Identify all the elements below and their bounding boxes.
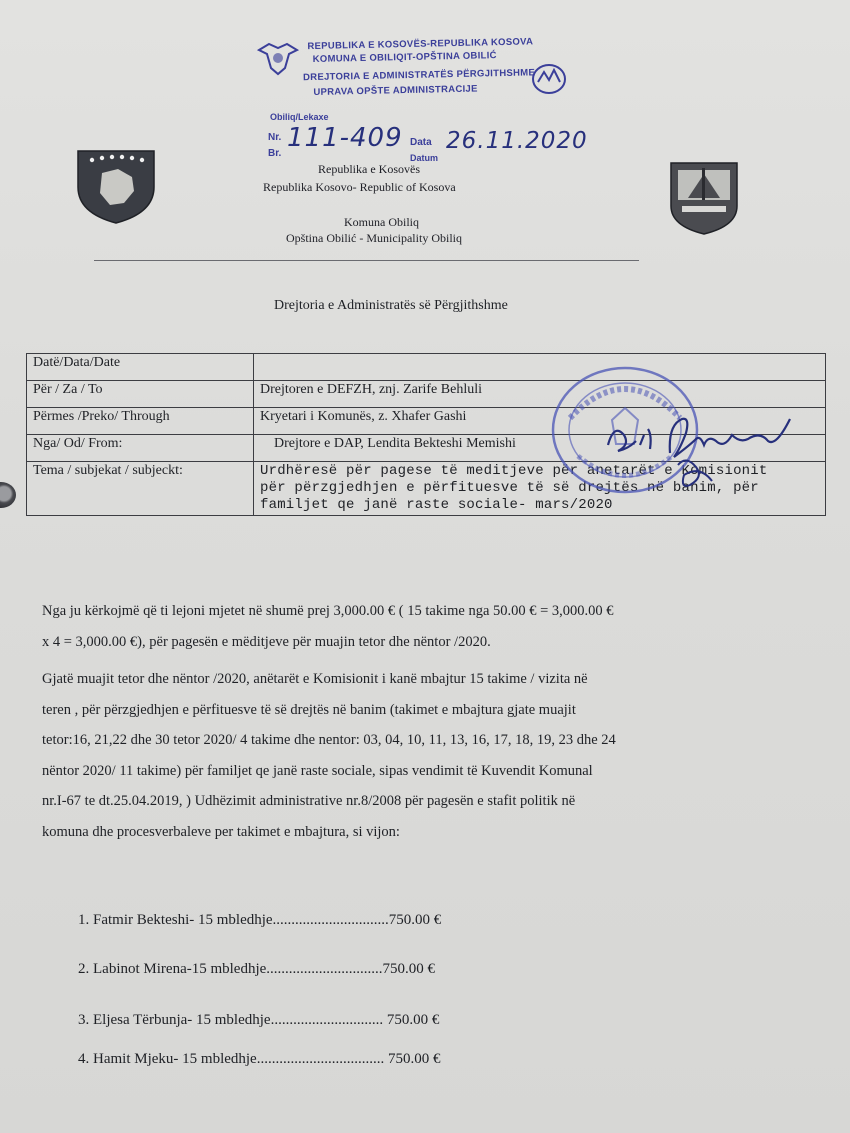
through-value: Kryetari i Komunës, z. Xhafer Gashi xyxy=(254,408,826,435)
from-key: Nga/ Od/ From: xyxy=(27,435,254,462)
paragraph-line: Gjatë muajit tetor dhe nëntor /2020, anëtarët e Komisionit i kanë mbajtur 15 takime / vizita në xyxy=(42,671,588,687)
letterhead-line-3: Komuna Obiliq xyxy=(344,215,419,229)
header-divider xyxy=(94,260,639,261)
from-value: Drejtore e DAP, Lendita Bekteshi Memishi xyxy=(254,435,826,462)
hole-punch xyxy=(0,482,16,508)
list-item: 1. Fatmir Bekteshi- 15 mbledhje...............................750.00 € xyxy=(78,912,442,928)
stamp-line-1: REPUBLIKA E KOSOVËS-REPUBLIKA KOSOVA xyxy=(307,36,534,53)
paragraph-line: teren , për përzgjedhjen e përfituesve të së drejtës në banim (takimet e mbajtura gjate muajit xyxy=(42,701,576,718)
to-value: Drejtoren e DEFZH, znj. Zarife Behluli xyxy=(254,381,826,408)
list-item: 3. Eljesa Tërbunja- 15 mbledhje.............................. 750.00 € xyxy=(78,1012,440,1028)
subject-line-1: Urdhëresë për pagese të meditjeve për anetarët e Komisionit xyxy=(260,463,768,479)
obiliq-coat-of-arms-icon xyxy=(668,160,740,236)
protocol-number: 111-409 xyxy=(287,123,403,153)
datum-label: Datum xyxy=(410,153,439,163)
paragraph-line: nëntor 2020/ 11 takime) për familjet qe janë raste sociale, sipas vendimit të Kuvendit Komunal xyxy=(42,762,593,779)
stamp-line-2: KOMUNA E OBILIQIT-OPŠTINA OBILIĆ xyxy=(312,50,497,65)
stamp-line-4: UPRAVA OPŠTE ADMINISTRACIJE xyxy=(313,83,478,98)
stamp-municipal-icon xyxy=(530,60,568,98)
paragraph-line: komuna dhe procesverbaleve per takimet e mbajtura, si vijon: xyxy=(42,823,400,840)
letterhead-line-2: Republika Kosovo- Republic of Kosova xyxy=(263,180,456,194)
subject-line-2: për përzgjedhjen e përfituesve të së drejtës në banim, për xyxy=(260,480,759,496)
letterhead-line-4: Opština Obilić - Municipality Obiliq xyxy=(286,231,462,245)
date-key: Datë/Data/Date xyxy=(27,354,254,381)
subject-key: Tema / subjekat / subjeckt: xyxy=(27,462,254,516)
date-label: Data xyxy=(410,137,432,148)
number-label: Nr. xyxy=(268,132,282,143)
paragraph-line: tetor:16, 21,22 dhe 30 tetor 2020/ 4 takime dhe nentor: 03, 04, 10, 11, 13, 16, 17, 18, 19, 23 dhe 24 xyxy=(42,732,616,748)
request-paragraph xyxy=(42,596,832,657)
paragraph-line: Nga ju kërkojmë që ti lejoni mjetet në shumë prej 3,000.00 € ( 15 takime nga 50.00 € = 3,000.00 € xyxy=(42,603,614,619)
through-key: Përmes /Preko/ Through xyxy=(27,408,254,435)
list-item: 2. Labinot Mirena-15 mbledhje...............................750.00 € xyxy=(78,961,436,977)
kosovo-coat-of-arms-icon xyxy=(74,147,158,225)
official-stamp xyxy=(252,33,563,111)
stamp-line-3: DREJTORIA E ADMINISTRATËS PËRGJITHSHME xyxy=(302,67,536,84)
subject-line-3: familjet qe janë raste sociale- mars/2020 xyxy=(260,497,613,513)
list-item: 4. Hamit Mjeku- 15 mbledhje.................................. 750.00 € xyxy=(78,1051,441,1067)
stamp-place: Obiliq/Lekaxe xyxy=(270,112,329,122)
paragraph-line: nr.I-67 te dt.25.04.2019, ) Udhëzimit administrative nr.8/2008 për pagesën e stafit politik në xyxy=(42,793,576,809)
br-label: Br. xyxy=(268,148,282,159)
paragraph-line: x 4 = 3,000.00 €), për pagesën e mëditjeve për muajin tetor dhe nëntor /2020. xyxy=(42,633,491,650)
letterhead-line-1: Republika e Kosovës xyxy=(318,162,420,176)
protocol-date: 26.11.2020 xyxy=(446,128,588,154)
signature-icon xyxy=(600,405,810,495)
details-paragraph xyxy=(42,664,832,847)
department-title: Drejtoria e Administratës së Përgjithshme xyxy=(274,298,508,313)
to-key: Për / Za / To xyxy=(27,381,254,408)
